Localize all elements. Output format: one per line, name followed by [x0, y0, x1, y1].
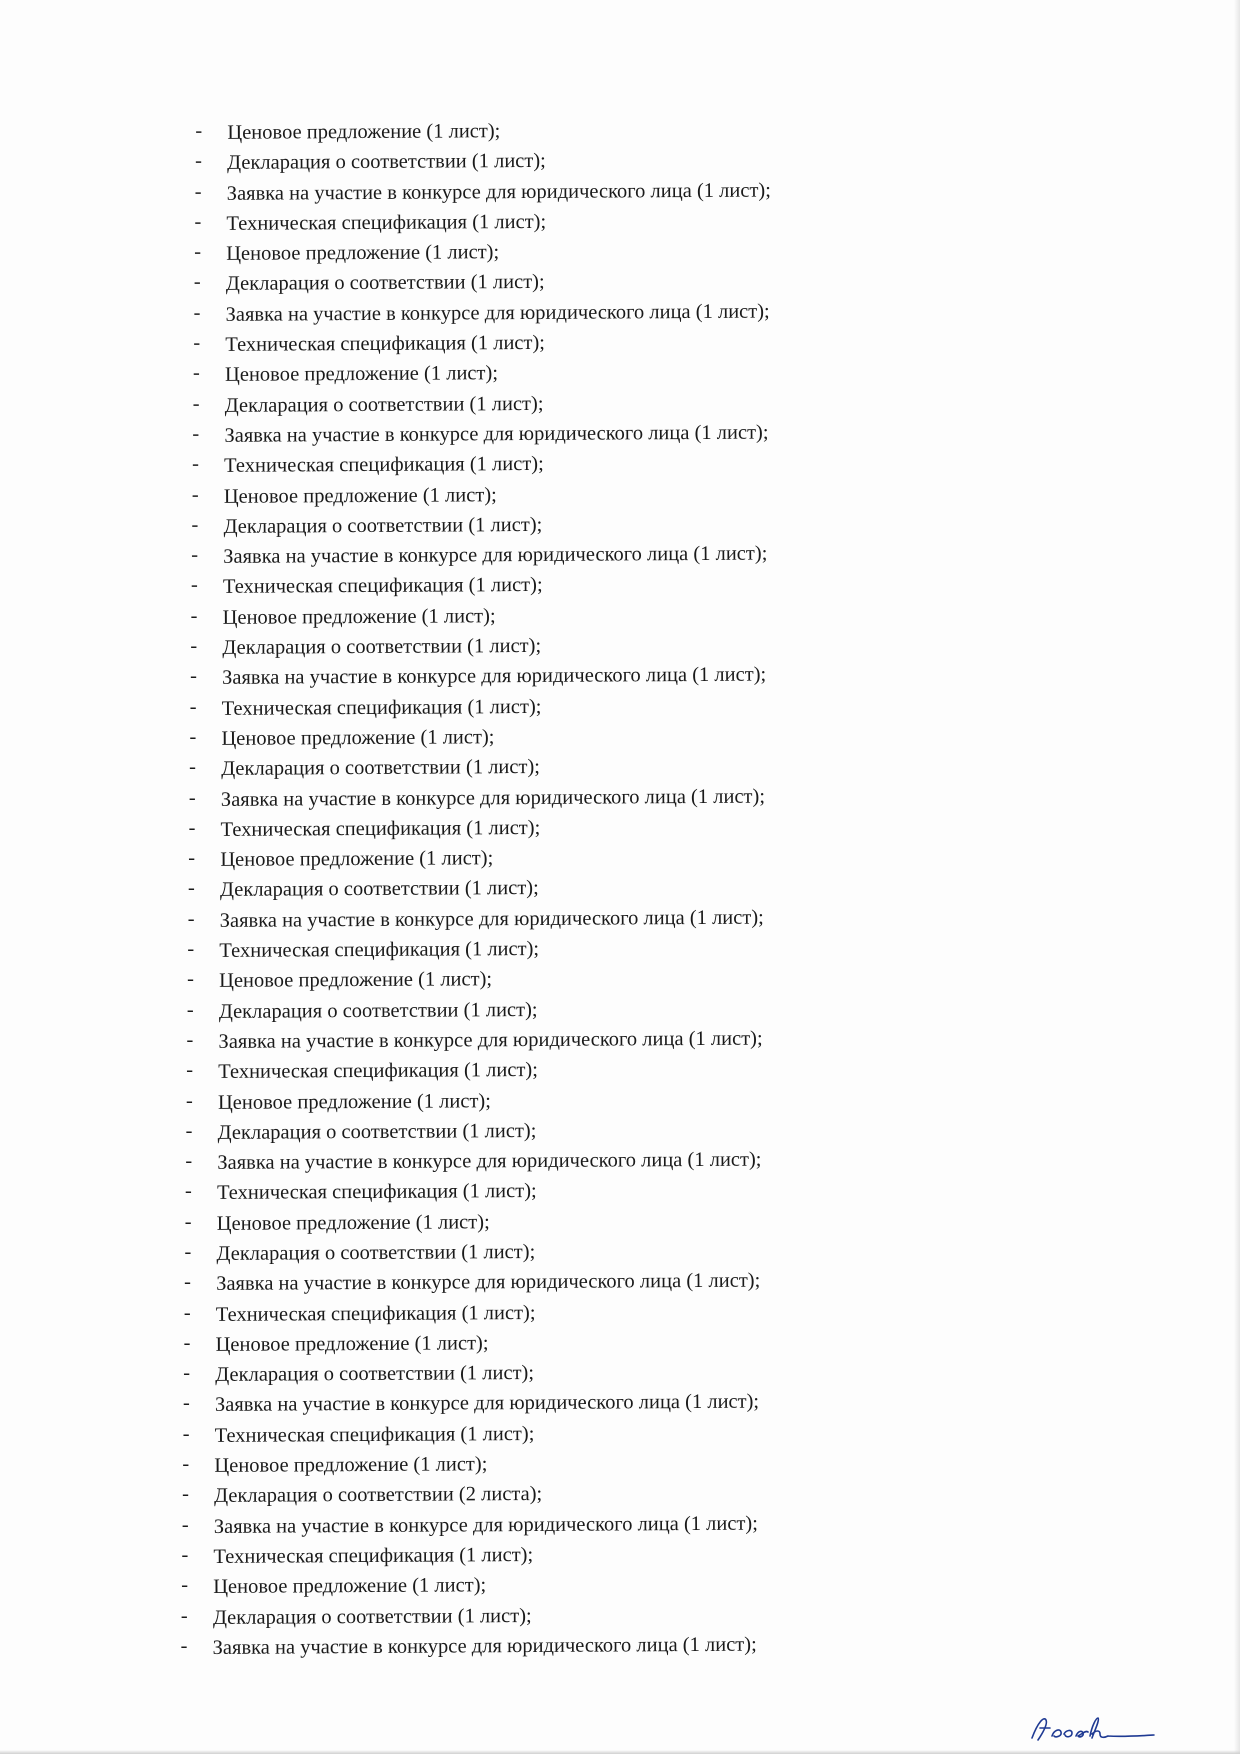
list-item-text: Декларация о соответствии (1 лист);	[215, 1362, 535, 1387]
list-bullet: -	[185, 1089, 193, 1112]
list-item-text: Декларация о соответствии (1 лист);	[212, 1604, 532, 1629]
list-bullet: -	[189, 695, 197, 718]
list-item-text: Техническая спецификация (1 лист);	[226, 210, 547, 235]
list-item-text: Заявка на участие в конкурсе для юридического лица (1 лист);	[217, 1148, 762, 1175]
list-item-text: Декларация о соответствии (1 лист);	[218, 998, 538, 1023]
list-bullet: -	[185, 1150, 193, 1173]
list-item-text: Ценовое предложение (1 лист);	[227, 120, 501, 144]
list-item-text: Декларация о соответствии (1 лист);	[219, 877, 539, 902]
list-item-text: Декларация о соответствии (1 лист);	[221, 756, 541, 781]
list-bullet: -	[183, 1362, 191, 1385]
list-item-text: Заявка на участие в конкурсе для юридического лица (1 лист);	[224, 421, 769, 447]
list-item-text: Заявка на участие в конкурсе для юридического лица (1 лист);	[216, 1269, 761, 1296]
list-bullet: -	[184, 1271, 192, 1294]
list-bullet: -	[188, 847, 196, 870]
list-bullet: -	[188, 816, 196, 839]
list-bullet: -	[193, 332, 201, 355]
list-bullet: -	[186, 1059, 194, 1082]
handwritten-signature-icon	[1028, 1712, 1158, 1746]
list-bullet: -	[189, 756, 197, 779]
document-list	[0, 112, 1240, 1665]
list-item-text: Техническая спецификация (1 лист);	[213, 1543, 534, 1568]
list-bullet: -	[180, 1604, 188, 1627]
list-item-text: Техническая спецификация (1 лист);	[214, 1422, 535, 1447]
list-bullet: -	[183, 1301, 191, 1324]
list-bullet: -	[182, 1392, 190, 1415]
list-item-text: Ценовое предложение (1 лист);	[222, 604, 496, 629]
list-item-text: Заявка на участие в конкурсе для юридического лица (1 лист);	[223, 542, 768, 569]
list-bullet: -	[181, 1574, 189, 1597]
list-item-text: Декларация о соответствии (1 лист);	[217, 1119, 537, 1144]
list-bullet: -	[194, 241, 202, 264]
list-bullet: -	[194, 180, 202, 203]
list-bullet: -	[190, 635, 198, 658]
list-bullet: -	[189, 725, 197, 749]
list-item-text: Ценовое предложение (1 лист);	[217, 1089, 491, 1114]
list-item-text: Техническая спецификация (1 лист);	[218, 1059, 538, 1084]
list-item-text: Ценовое предложение (1 лист);	[226, 241, 500, 266]
list-bullet: -	[195, 119, 203, 143]
list-bullet: -	[184, 1210, 192, 1233]
list-bullet: -	[191, 483, 199, 506]
list-item-text: Ценовое предложение (1 лист);	[223, 483, 497, 508]
list-bullet: -	[193, 271, 201, 294]
list-item-text: Техническая спецификация (1 лист);	[220, 816, 541, 841]
list-bullet: -	[183, 1331, 191, 1354]
list-item-text: Декларация о соответствии (1 лист);	[225, 271, 545, 296]
list-item-text: Ценовое предложение (1 лист);	[216, 1210, 490, 1235]
list-bullet: -	[187, 968, 194, 991]
list-bullet: -	[184, 1241, 192, 1264]
list-item-text: Заявка на участие в конкурсе для юридического лица (1 лист);	[225, 300, 770, 326]
list-item-text: Техническая спецификация (1 лист);	[221, 695, 542, 720]
list-bullet: -	[192, 392, 200, 415]
list-bullet: -	[190, 574, 198, 597]
list-bullet: -	[189, 665, 197, 688]
list-item-text: Декларация о соответствии (1 лист);	[216, 1240, 536, 1265]
list-bullet: -	[184, 1180, 192, 1203]
list-bullet: -	[180, 1634, 188, 1657]
list-item-text: Заявка на участие в конкурсе для юридического лица (1 лист);	[226, 179, 771, 205]
list-bullet: -	[182, 1422, 190, 1445]
list-item-text: Техническая спецификация (1 лист);	[215, 1301, 536, 1326]
list-bullet: -	[187, 877, 195, 900]
list-bullet: -	[194, 150, 202, 173]
list-item-text: Декларация о соответствии (1 лист);	[223, 513, 543, 538]
list-item-text: Техническая спецификация (1 лист);	[222, 574, 543, 599]
list-item-text: Ценовое предложение (1 лист);	[219, 968, 493, 993]
list-item-text: Заявка на участие в конкурсе для юридического лица (1 лист);	[219, 906, 764, 932]
list-item-text: Техническая спецификация (1 лист);	[224, 453, 544, 478]
list-item-text: Ценовое предложение (1 лист);	[220, 847, 494, 872]
list-bullet: -	[194, 210, 202, 233]
list-bullet: -	[182, 1453, 190, 1476]
scan-edge-bottom	[0, 1750, 1240, 1754]
list-item-text: Ценовое предложение (1 лист);	[221, 726, 495, 750]
list-item-text: Ценовое предложение (1 лист);	[214, 1453, 488, 1477]
list-bullet: -	[192, 362, 200, 385]
list-bullet: -	[186, 998, 194, 1021]
list-item-text: Заявка на участие в конкурсе для юридического лица (1 лист);	[214, 1391, 760, 1417]
list-bullet: -	[191, 513, 199, 536]
list-bullet: -	[188, 786, 196, 809]
list-bullet: -	[181, 1513, 189, 1536]
list-bullet: -	[181, 1544, 189, 1567]
list-item	[9, 1626, 1240, 1664]
list-item-text: Техническая спецификация (1 лист);	[219, 937, 540, 962]
list-item-text: Декларация о соответствии (1 лист);	[222, 634, 542, 659]
list-item-text: Заявка на участие в конкурсе для юридического лица (1 лист);	[221, 663, 767, 690]
list-item-text: Заявка на участие в конкурсе для юридического лица (1 лист);	[218, 1027, 763, 1053]
list-bullet: -	[185, 1119, 193, 1142]
list-item-text: Техническая спецификация (1 лист);	[225, 331, 546, 356]
list-item-text: Декларация о соответствии (2 листа);	[214, 1483, 543, 1508]
list-bullet: -	[192, 422, 200, 446]
list-bullet: -	[187, 907, 195, 930]
list-bullet: -	[190, 604, 198, 627]
list-item-text: Заявка на участие в конкурсе для юридического лица (1 лист);	[213, 1512, 758, 1538]
list-item-text: Ценовое предложение (1 лист);	[213, 1574, 487, 1599]
list-item-text: Ценовое предложение (1 лист);	[224, 362, 499, 387]
list-bullet: -	[186, 1028, 194, 1052]
list-item-text: Ценовое предложение (1 лист);	[215, 1332, 489, 1356]
list-bullet: -	[191, 544, 199, 567]
list-item-text: Техническая спецификация (1 лист);	[216, 1180, 537, 1205]
list-item-text: Заявка на участие в конкурсе для юридического лица (1 лист);	[220, 785, 766, 811]
list-item-text: Декларация о соответствии (1 лист);	[227, 150, 546, 175]
list-item-text: Заявка на участие в конкурсе для юридического лица (1 лист);	[212, 1633, 757, 1659]
list-item-text: Декларация о соответствии (1 лист);	[224, 392, 544, 417]
list-bullet: -	[182, 1483, 189, 1506]
list-bullet: -	[193, 301, 201, 324]
list-bullet: -	[187, 938, 195, 961]
list-bullet: -	[192, 453, 200, 476]
